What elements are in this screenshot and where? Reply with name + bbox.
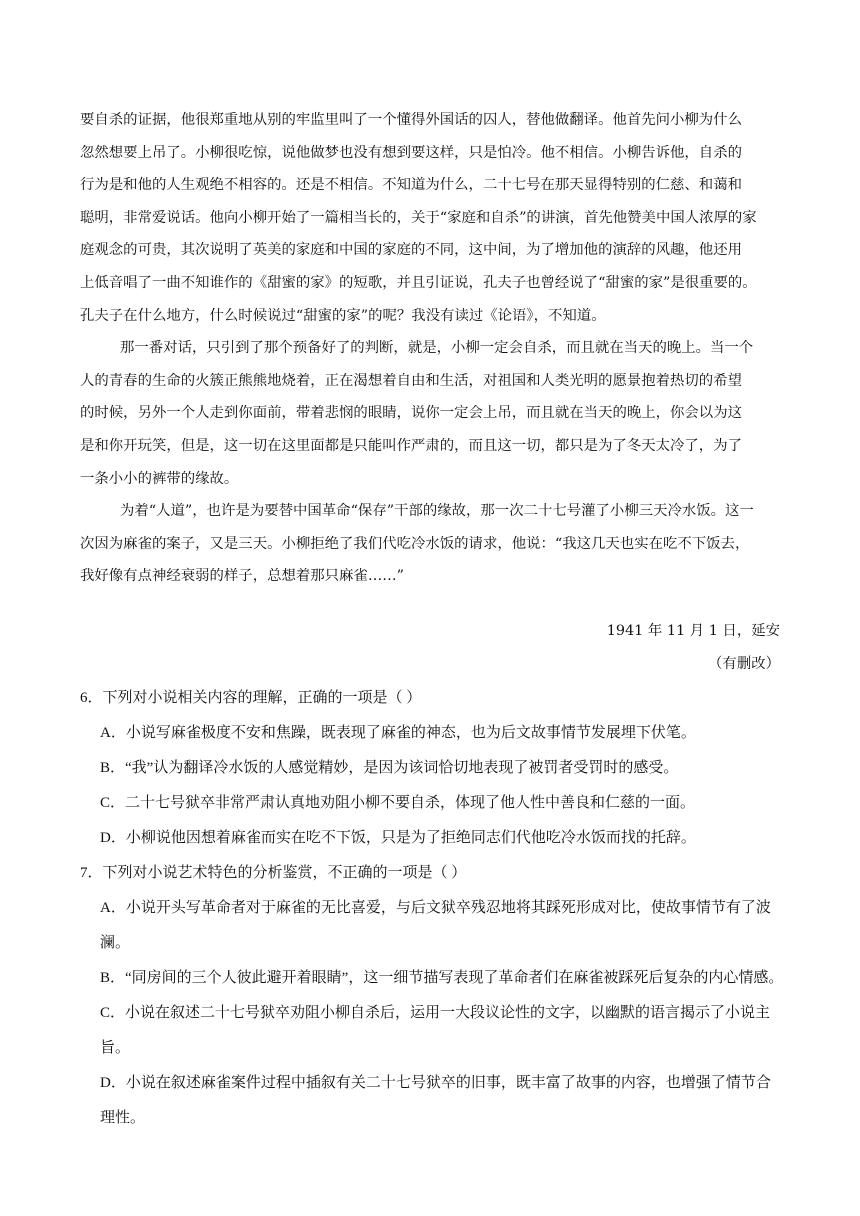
option-d-continued: 理性。 [100,1110,146,1126]
option-d: D．小说在叙述麻雀案件过程中插叙有关二十七号狱卒的旧事，既丰富了故事的内容，也增强了情节合 [100,1075,771,1091]
passage-note: （有删改） [708,656,780,672]
option-b: B．“我”认为翻译冷水饭的人感觉精妙，是因为该词恰切地表现了被罚者受罚时的感受。 [100,760,679,776]
option-a: A．小说写麻雀极度不安和焦躁，既表现了麻雀的神态，也为后文故事情节发展埋下伏笔。 [100,725,696,741]
option-c: C．小说在叙述二十七号狱卒劝阻小柳自杀后，运用一大段议论性的文字，以幽默的语言揭示了小说主 [100,1005,771,1021]
option-c: C．二十七号狱卒非常严肃认真地劝阻小柳不要自杀，体现了他人性中善良和仁慈的一面。 [100,795,696,811]
question-7 [80,856,784,1136]
passage-line: 庭观念的可贵，其次说明了英美的家庭和中国的家庭的不同，这中间，为了增加他的演辞的风趣，他还用 [80,242,742,259]
passage-line: 孔夫子在什么地方，什么时候说过“甜蜜的家”的呢？我没有读过《论语》，不知道。 [80,307,606,324]
passage-line: 为着“人道”，也许是为要替中国革命“保存”干部的缘故，那一次二十七号灌了小柳三天冷水饭。这一 [120,503,754,520]
passage-line: 次因为麻雀的案子，又是三天。小柳拒绝了我们代吃冷水饭的请求，他说：“我这几天也实在吃不下饭去， [80,535,750,552]
passage-line: 我好像有点神经衰弱的样子，总想着那只麻雀……” [80,568,404,585]
story-passage [80,104,780,593]
option-d: D．小柳说他因想着麻雀而实在吃不下饭，只是为了拒绝同志们代他吃冷水饭而找的托辞。 [100,830,696,846]
passage-line: 要自杀的证据，他很郑重地从别的牢监里叫了一个懂得外国话的囚人，替他做翻译。他首先问小柳为什么 [80,112,742,128]
passage-line: 聪明，非常爱说话。他向小柳开始了一篇相当长的，关于“家庭和自杀”的讲演，首先他赞美中国人浓厚的家 [80,209,757,226]
question-list [80,681,784,1136]
option-a-continued: 澜。 [100,935,131,951]
option-b: B．“同房间的三个人彼此避开着眼睛”，这一细节描写表现了革命者们在麻雀被踩死后复杂的内心情感。 [100,970,784,986]
option-a: A．小说开头写革命者对于麻雀的无比喜爱，与后文狱卒残忍地将其踩死形成对比，使故事情节有了波 [100,900,771,916]
passage-line: 忽然想要上吊了。小柳很吃惊，说他做梦也没有想到要这样，只是怕冷。他不相信。小柳告诉他，自杀的 [80,144,742,161]
passage-line: 一条小小的裤带的缘故。 [80,470,239,487]
question-stem: 7．下列对小说艺术特色的分析鉴赏，不正确的一项是（ ） [80,865,467,881]
passage-line: 那一番对话，只引到了那个预备好了的判断，就是，小柳一定会自杀，而且就在当天的晚上。当一个 [120,340,754,357]
passage-line: 的时候，另外一个人走到你面前，带着悲悯的眼睛，说你一定会上吊，而且就在当天的晚上，你会以为这 [80,405,742,422]
option-c-continued: 旨。 [100,1040,131,1056]
question-stem: 6．下列对小说相关内容的理解，正确的一项是（ ） [80,690,422,706]
passage-date: 1941 年 11 月 1 日，延安 [606,623,780,639]
passage-line: 是和你开玩笑，但是，这一切在这里面都是只能叫作严肃的，而且这一切，都只是为了冬天太冷了，为了 [80,437,742,454]
passage-line: 人的青春的生命的火簇正熊熊地烧着，正在渴想着自由和生活，对祖国和人类光明的愿景抱着热切的希望 [80,372,742,389]
question-6 [80,681,780,856]
passage-line: 上低音唱了一曲不知谁作的《甜蜜的家》的短歌，并且引证说，孔夫子也曾经说了“甜蜜的家”是很重要的。 [80,274,757,291]
passage-line: 行为是和他的人生观绝不相容的。还是不相信。不知道为什么，二十七号在那天显得特别的仁慈、和蔼和 [80,177,742,194]
